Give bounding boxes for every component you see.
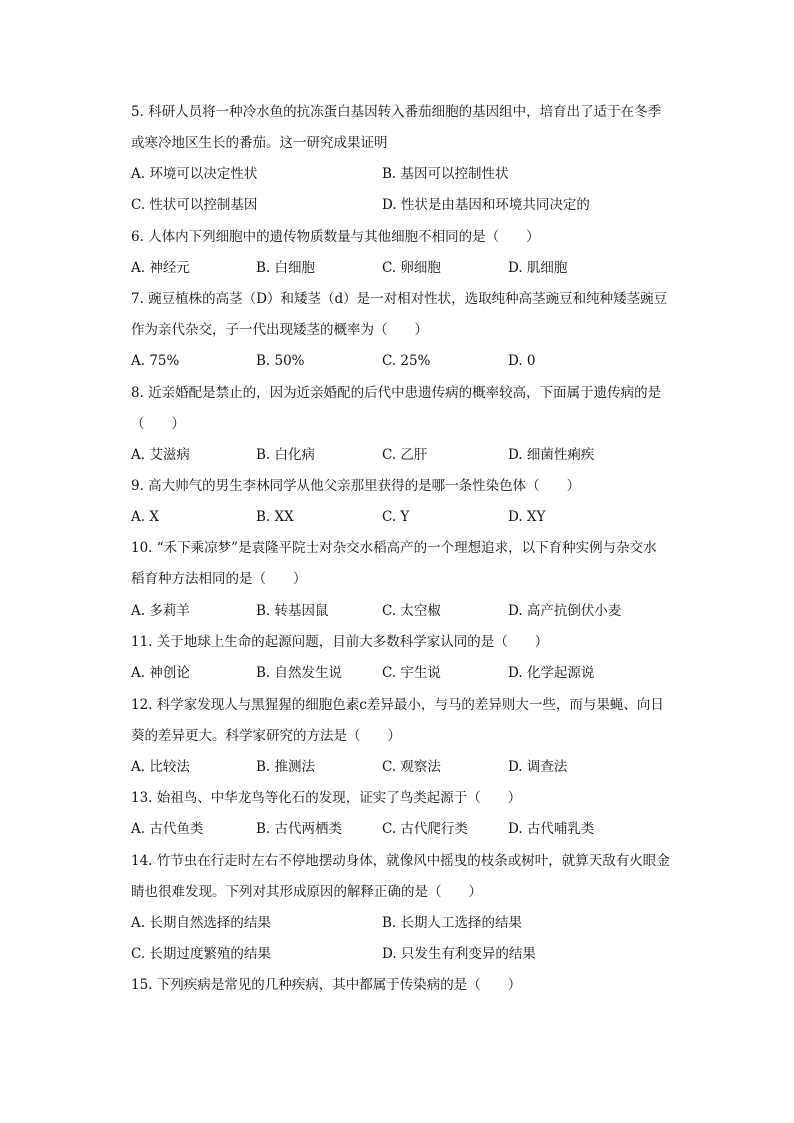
- question-9-stem-line-1: 9. 高大帅气的男生李林同学从他父亲那里获得的是哪一条性染色体（ ）: [131, 478, 581, 494]
- question-8-options: [131, 445, 711, 465]
- question-13-options: [131, 819, 711, 839]
- question-9-option-b[interactable]: B. XX: [256, 509, 294, 525]
- question-7-option-b[interactable]: B. 50%: [256, 353, 305, 369]
- question-15-stem-line-1: 15. 下列疾病是常见的几种疾病，其中都属于传染病的是（ ）: [131, 977, 522, 993]
- question-8-option-a[interactable]: A. 艾滋病: [131, 447, 190, 463]
- question-12-options: [131, 757, 711, 777]
- question-6-options: [131, 258, 711, 278]
- question-14-option-b[interactable]: B. 长期人工选择的结果: [382, 915, 523, 931]
- question-12-option-b[interactable]: B. 推测法: [256, 759, 316, 775]
- question-13-option-d[interactable]: D. 古代哺乳类: [508, 821, 595, 837]
- question-14-option-a[interactable]: A. 长期自然选择的结果: [131, 915, 271, 931]
- question-9-option-d[interactable]: D. XY: [508, 509, 546, 525]
- question-13-option-a[interactable]: A. 古代鱼类: [131, 821, 204, 837]
- question-13-stem-line-1: 13. 始祖鸟、中华龙鸟等化石的发现，证实了鸟类起源于（ ）: [131, 790, 522, 806]
- question-9-options: [131, 507, 711, 527]
- question-13-option-c[interactable]: C. 古代爬行类: [382, 821, 468, 837]
- question-9-option-c[interactable]: C. Y: [382, 509, 410, 525]
- question-5-options-row-2: [131, 195, 711, 215]
- question-10-option-b[interactable]: B. 转基因鼠: [256, 603, 329, 619]
- question-12-stem-line-2: 葵的差异更大。科学家研究的方法是（ ）: [131, 728, 401, 744]
- question-7-options: [131, 351, 711, 371]
- question-6-option-d[interactable]: D. 肌细胞: [508, 260, 568, 276]
- question-8-option-b[interactable]: B. 白化病: [256, 447, 316, 463]
- question-7-option-d[interactable]: D. 0: [508, 353, 536, 369]
- question-12-option-a[interactable]: A. 比较法: [131, 759, 190, 775]
- question-10-stem-line-1: 10. “禾下乘凉梦”是袁隆平院士对杂交水稻高产的一个理想追求，以下育种实例与杂交水: [131, 540, 657, 556]
- question-8-option-c[interactable]: C. 乙肝: [382, 447, 428, 463]
- question-11-option-c[interactable]: C. 宇生说: [382, 665, 441, 681]
- question-11-options: [131, 663, 711, 683]
- question-8-option-d[interactable]: D. 细菌性痢疾: [508, 447, 595, 463]
- question-5-option-d[interactable]: D. 性状是由基因和环境共同决定的: [382, 197, 590, 213]
- question-11-stem-line-1: 11. 关于地球上生命的起源问题，目前大多数科学家认同的是（ ）: [131, 634, 549, 650]
- question-7-stem-line-1: 7. 豌豆植株的高茎（D）和矮茎（d）是一对相对性状，选取纯种高茎豌豆和纯种矮茎豌豆: [131, 291, 668, 307]
- question-6-option-a[interactable]: A. 神经元: [131, 260, 190, 276]
- question-5-option-c[interactable]: C. 性状可以控制基因: [131, 197, 258, 213]
- question-10-stem-line-2: 稻育种方法相同的是（ ）: [131, 571, 307, 587]
- question-6-option-c[interactable]: C. 卵细胞: [382, 260, 441, 276]
- question-8-stem-line-2: （ ）: [131, 416, 185, 432]
- question-6-option-b[interactable]: B. 白细胞: [256, 260, 316, 276]
- question-12-stem-line-1: 12. 科学家发现人与黑猩猩的细胞色素c差异最小，与马的差异则大一些，而与果蝇、向日: [131, 697, 664, 713]
- question-5-stem-line-1: 5. 科研人员将一种冷水鱼的抗冻蛋白基因转入番茄细胞的基因组中，培育出了适于在冬季: [131, 104, 662, 120]
- question-14-option-d[interactable]: D. 只发生有利变异的结果: [382, 946, 536, 962]
- question-10-options: [131, 601, 711, 621]
- question-5-option-a[interactable]: A. 环境可以决定性状: [131, 166, 258, 182]
- question-12-option-c[interactable]: C. 观察法: [382, 759, 441, 775]
- question-10-option-a[interactable]: A. 多莉羊: [131, 603, 190, 619]
- question-7-option-a[interactable]: A. 75%: [131, 353, 180, 369]
- question-9-option-a[interactable]: A. X: [131, 509, 159, 525]
- question-12-option-d[interactable]: D. 调查法: [508, 759, 568, 775]
- question-11-option-a[interactable]: A. 神创论: [131, 665, 190, 681]
- question-6-stem-line-1: 6. 人体内下列细胞中的遗传物质数量与其他细胞不相同的是（ ）: [131, 229, 540, 245]
- question-8-stem-line-1: 8. 近亲婚配是禁止的，因为近亲婚配的后代中患遗传病的概率较高，下面属于遗传病的是: [131, 385, 662, 401]
- question-5-option-b[interactable]: B. 基因可以控制性状: [382, 166, 509, 182]
- question-14-options-row-2: [131, 944, 711, 964]
- question-14-option-c[interactable]: C. 长期过度繁殖的结果: [131, 946, 271, 962]
- question-5-options-row-1: [131, 164, 711, 184]
- question-13-option-b[interactable]: B. 古代两栖类: [256, 821, 343, 837]
- question-14-options-row-1: [131, 913, 711, 933]
- question-11-option-b[interactable]: B. 自然发生说: [256, 665, 343, 681]
- question-7-option-c[interactable]: C. 25%: [382, 353, 431, 369]
- question-10-option-d[interactable]: D. 高产抗倒伏小麦: [508, 603, 622, 619]
- question-5-stem-line-2: 或寒冷地区生长的番茄。这一研究成果证明: [131, 135, 388, 151]
- question-11-option-d[interactable]: D. 化学起源说: [508, 665, 595, 681]
- question-14-stem-line-1: 14. 竹节虫在行走时左右不停地摆动身体，就像风中摇曳的枝条或树叶，就算天敌有火眼金: [131, 853, 670, 869]
- question-14-stem-line-2: 睛也很难发现。下列对其形成原因的解释正确的是（ ）: [131, 884, 482, 900]
- question-7-stem-line-2: 作为亲代杂交，子一代出现矮茎的概率为（ ）: [131, 322, 428, 338]
- question-10-option-c[interactable]: C. 太空椒: [382, 603, 441, 619]
